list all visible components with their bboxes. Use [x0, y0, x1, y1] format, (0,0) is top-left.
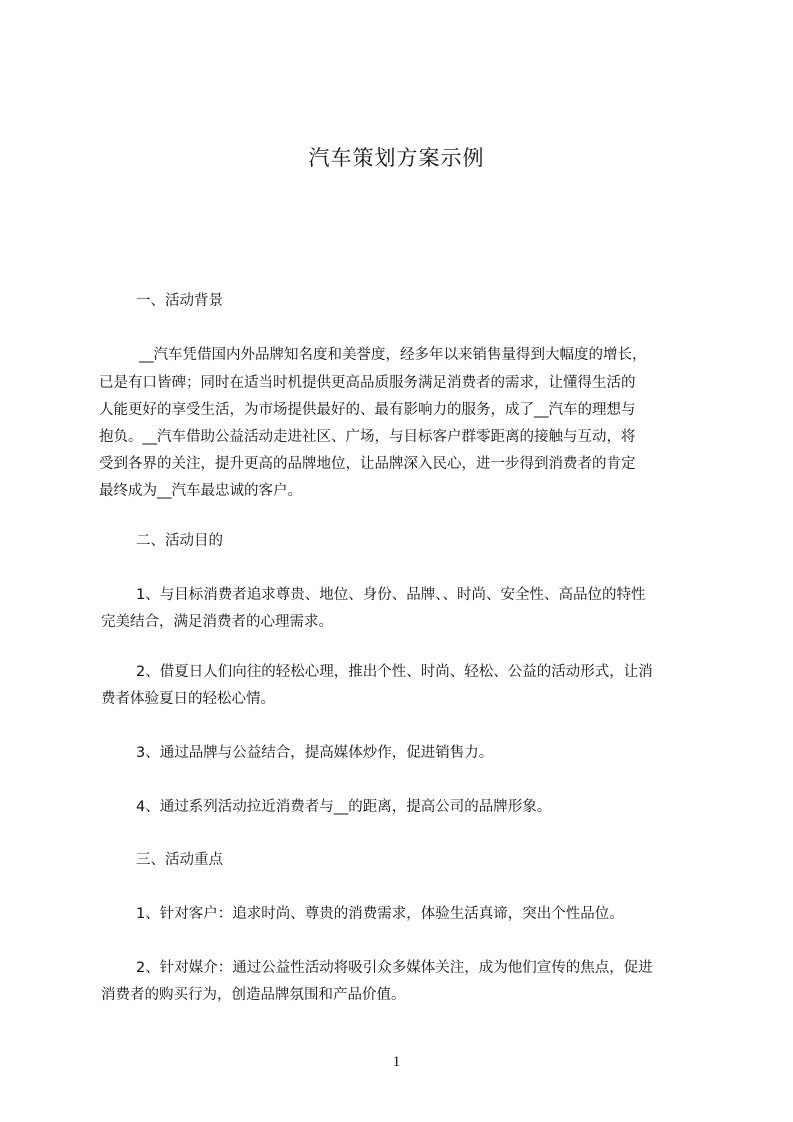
paragraph-line: 4、通过系列活动拉近消费者与__的距离，提高公司的品牌形象。 [136, 799, 552, 815]
paragraph-line: 抱负。__汽车借助公益活动走进社区、广场，与目标客户群零距离的接触与互动，将 [99, 429, 636, 445]
paragraph-line: 最终成为__汽车最忠诚的客户。 [99, 483, 302, 499]
paragraph-line: 受到各界的关注，提升更高的品牌地位，让品牌深入民心，进一步得到消费者的肯定 [99, 456, 636, 472]
paragraph-line: 2、针对媒介：通过公益性活动将吸引众多媒体关注，成为他们宣传的焦点，促进 [136, 960, 653, 976]
paragraph-line: 完美结合，满足消费者的心理需求。 [101, 614, 333, 630]
paragraph-line: 1、针对客户：追求时尚、尊贵的消费需求，体验生活真谛，突出个性品位。 [136, 906, 624, 922]
section-heading-background: 一、活动背景 [136, 293, 223, 309]
document-title: 汽车策划方案示例 [308, 146, 485, 170]
paragraph-line: 已是有口皆碑；同时在适当时机提供更高品质服务满足消费者的需求，让懂得生活的 [99, 375, 636, 391]
paragraph-line: 3、通过品牌与公益结合，提高媒体炒作，促进销售力。 [136, 745, 494, 761]
paragraph-line: 人能更好的享受生活，为市场提供最好的、最有影响力的服务，成了__汽车的理想与 [99, 402, 636, 418]
section-heading-focus: 三、活动重点 [136, 852, 223, 868]
paragraph-line: 费者体验夏日的轻松心情。 [101, 691, 275, 707]
paragraph-line: 2、借夏日人们向往的轻松心理，推出个性、时尚、轻松、公益的活动形式，让消 [136, 664, 653, 680]
page-number: 1 [392, 1054, 401, 1070]
section-heading-purpose: 二、活动目的 [136, 533, 223, 549]
paragraph-line: 消费者的购买行为，创造品牌氛围和产品价值。 [101, 987, 406, 1003]
paragraph-line: 1、与目标消费者追求尊贵、地位、身份、品牌、、时尚、安全性、高品位的特性 [136, 587, 646, 603]
paragraph-line: __汽车凭借国内外品牌知名度和美誉度，经多年以来销售量得到大幅度的增长， [139, 347, 647, 363]
